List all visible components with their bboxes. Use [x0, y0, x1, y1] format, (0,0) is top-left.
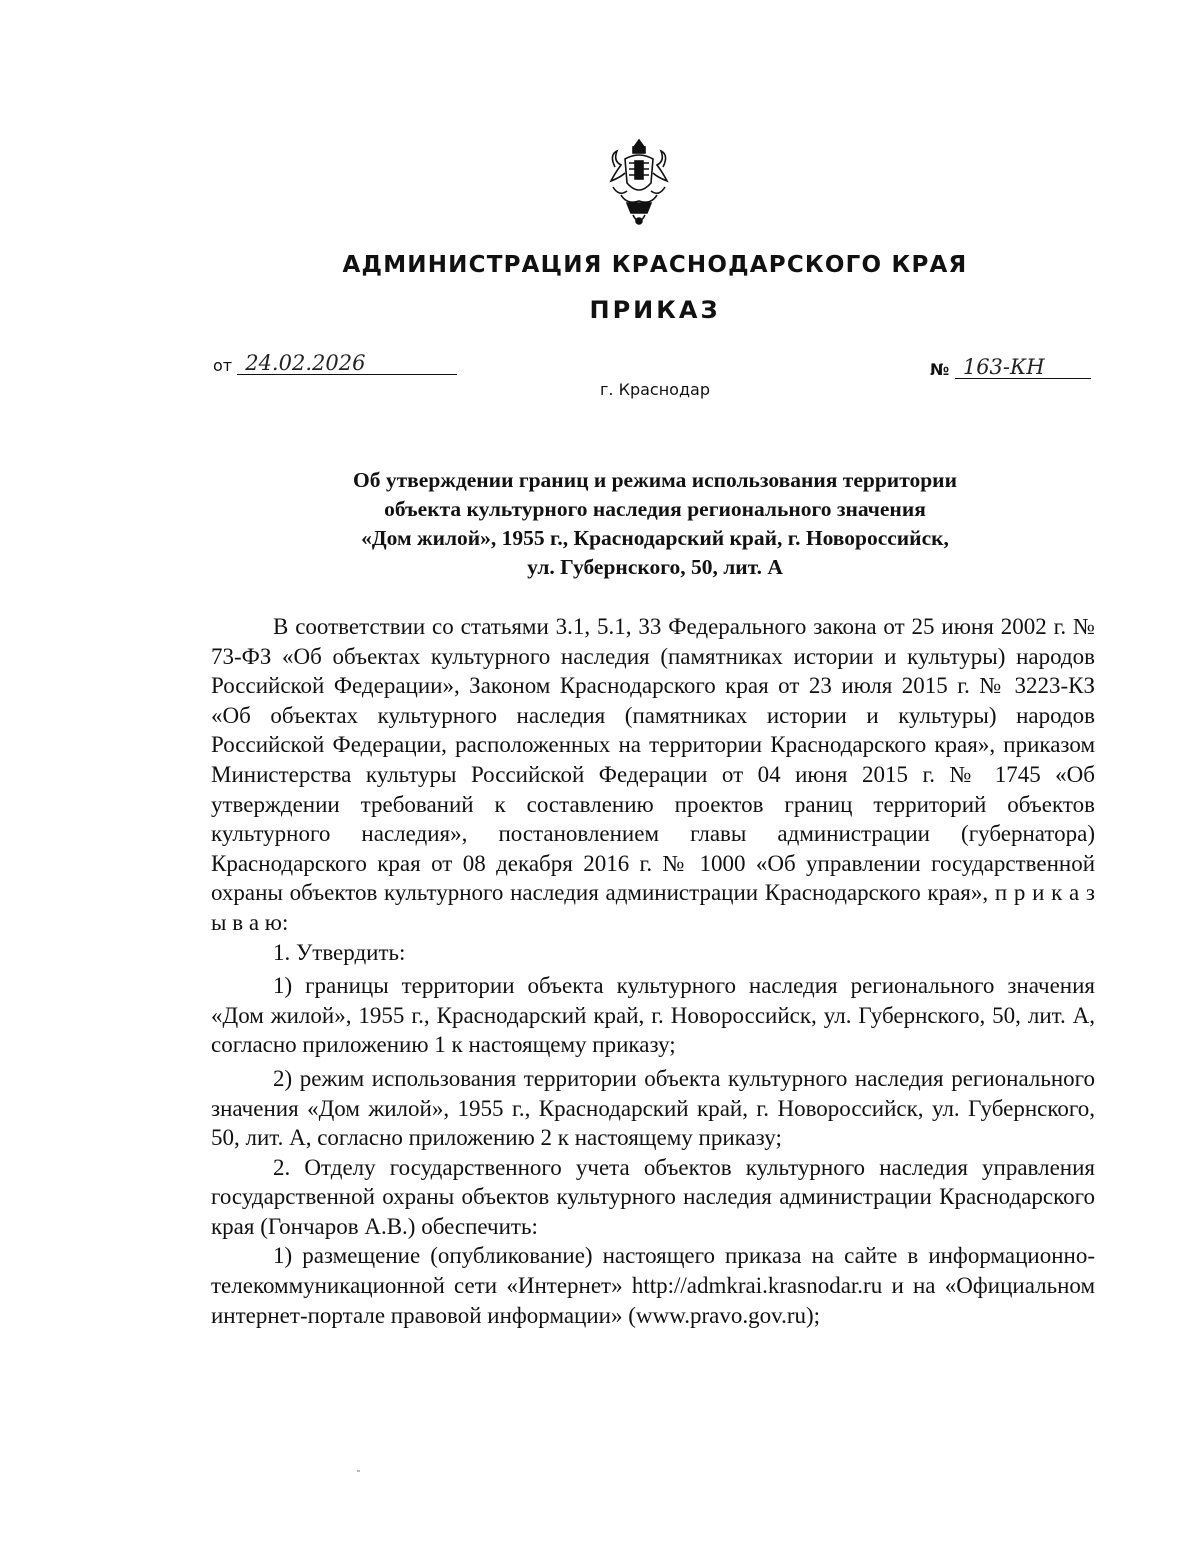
- item-2-1: 1) размещение (опубликование) настоящего приказа на сайте в информационно-телекоммуникационной сети «Интернет» http://admkrai.krasnodar.ru и на «Официальном интернет-портале правовой информации» (www.pravo.gov.ru);: [211, 1243, 1095, 1328]
- number-prefix: №: [930, 360, 950, 379]
- title-line: Об утверждении границ и режима использования территории: [353, 468, 957, 492]
- document-title: [230, 466, 1080, 582]
- item-1-2: 2) режим использования территории объекта культурного наследия регионального значения «Дом жилой», 1955 г., Краснодарский край, г. Новороссийск, ул. Губернского, 50, лит. А, согласно приложению 2 к настоящему приказу;: [211, 1065, 1095, 1151]
- title-line: ул. Губернского, 50, лит. А: [527, 555, 783, 579]
- title-line: «Дом жилой», 1955 г., Краснодарский край, г. Новороссийск,: [361, 526, 949, 550]
- date-prefix: от: [213, 356, 233, 375]
- document-city: г. Краснодар: [600, 380, 710, 399]
- date-value: 24.02.2026: [237, 352, 457, 375]
- document-type: ПРИКАЗ: [589, 296, 721, 324]
- item-1: 1. Утвердить:: [273, 939, 406, 965]
- item-2: 2. Отделу государственного учета объектов культурного наследия управления государственной охраны объектов культурного наследия администрации Краснодарского края (Гончаров А.В.) обеспечить:: [211, 1154, 1095, 1239]
- document-date: [213, 352, 457, 375]
- scan-artifact: [357, 1470, 360, 1472]
- preamble-paragraph: В соответствии со статьями 3.1, 5.1, 33 Федерального закона от 25 июня 2002 г. № 73-ФЗ «Об объектах культурного наследия (памятниках истории и культуры) народов Российской Федерации», Законом Краснодарского края от 23 июля 2015 г. № 3223-КЗ «Об объектах культурного наследия (памятниках истории и культуры) народов Российской Федерации, расположенных на территории Краснодарского края», приказом Министерства культуры Российской Федерации от 04 июня 2015 г. № 1745 «Об утверждении требований к составлению проектов границ территорий объектов культурного наследия», постановлением главы администрации (губернатора) Краснодарского края от 08 декабря 2016 г. № 1000 «Об управлении государственной охраны объектов культурного наследия администрации Краснодарского края», п р и к а з ы в а ю:: [211, 614, 1095, 935]
- organization-name: АДМИНИСТРАЦИЯ КРАСНОДАРСКОГО КРАЯ: [342, 252, 968, 278]
- title-line: объекта культурного наследия регионального значения: [384, 497, 926, 521]
- document-number: [930, 356, 1091, 379]
- item-1-1: 1) границы территории объекта культурного наследия регионального значения «Дом жилой», 1955 г., Краснодарский край, г. Новороссийск, ул. Губернского, 50, лит. А, согласно приложению 1 к настоящему приказу;: [211, 973, 1095, 1058]
- coat-of-arms-icon: [607, 137, 671, 229]
- document-body: [211, 612, 1095, 1330]
- number-value: 163-КН: [955, 356, 1091, 379]
